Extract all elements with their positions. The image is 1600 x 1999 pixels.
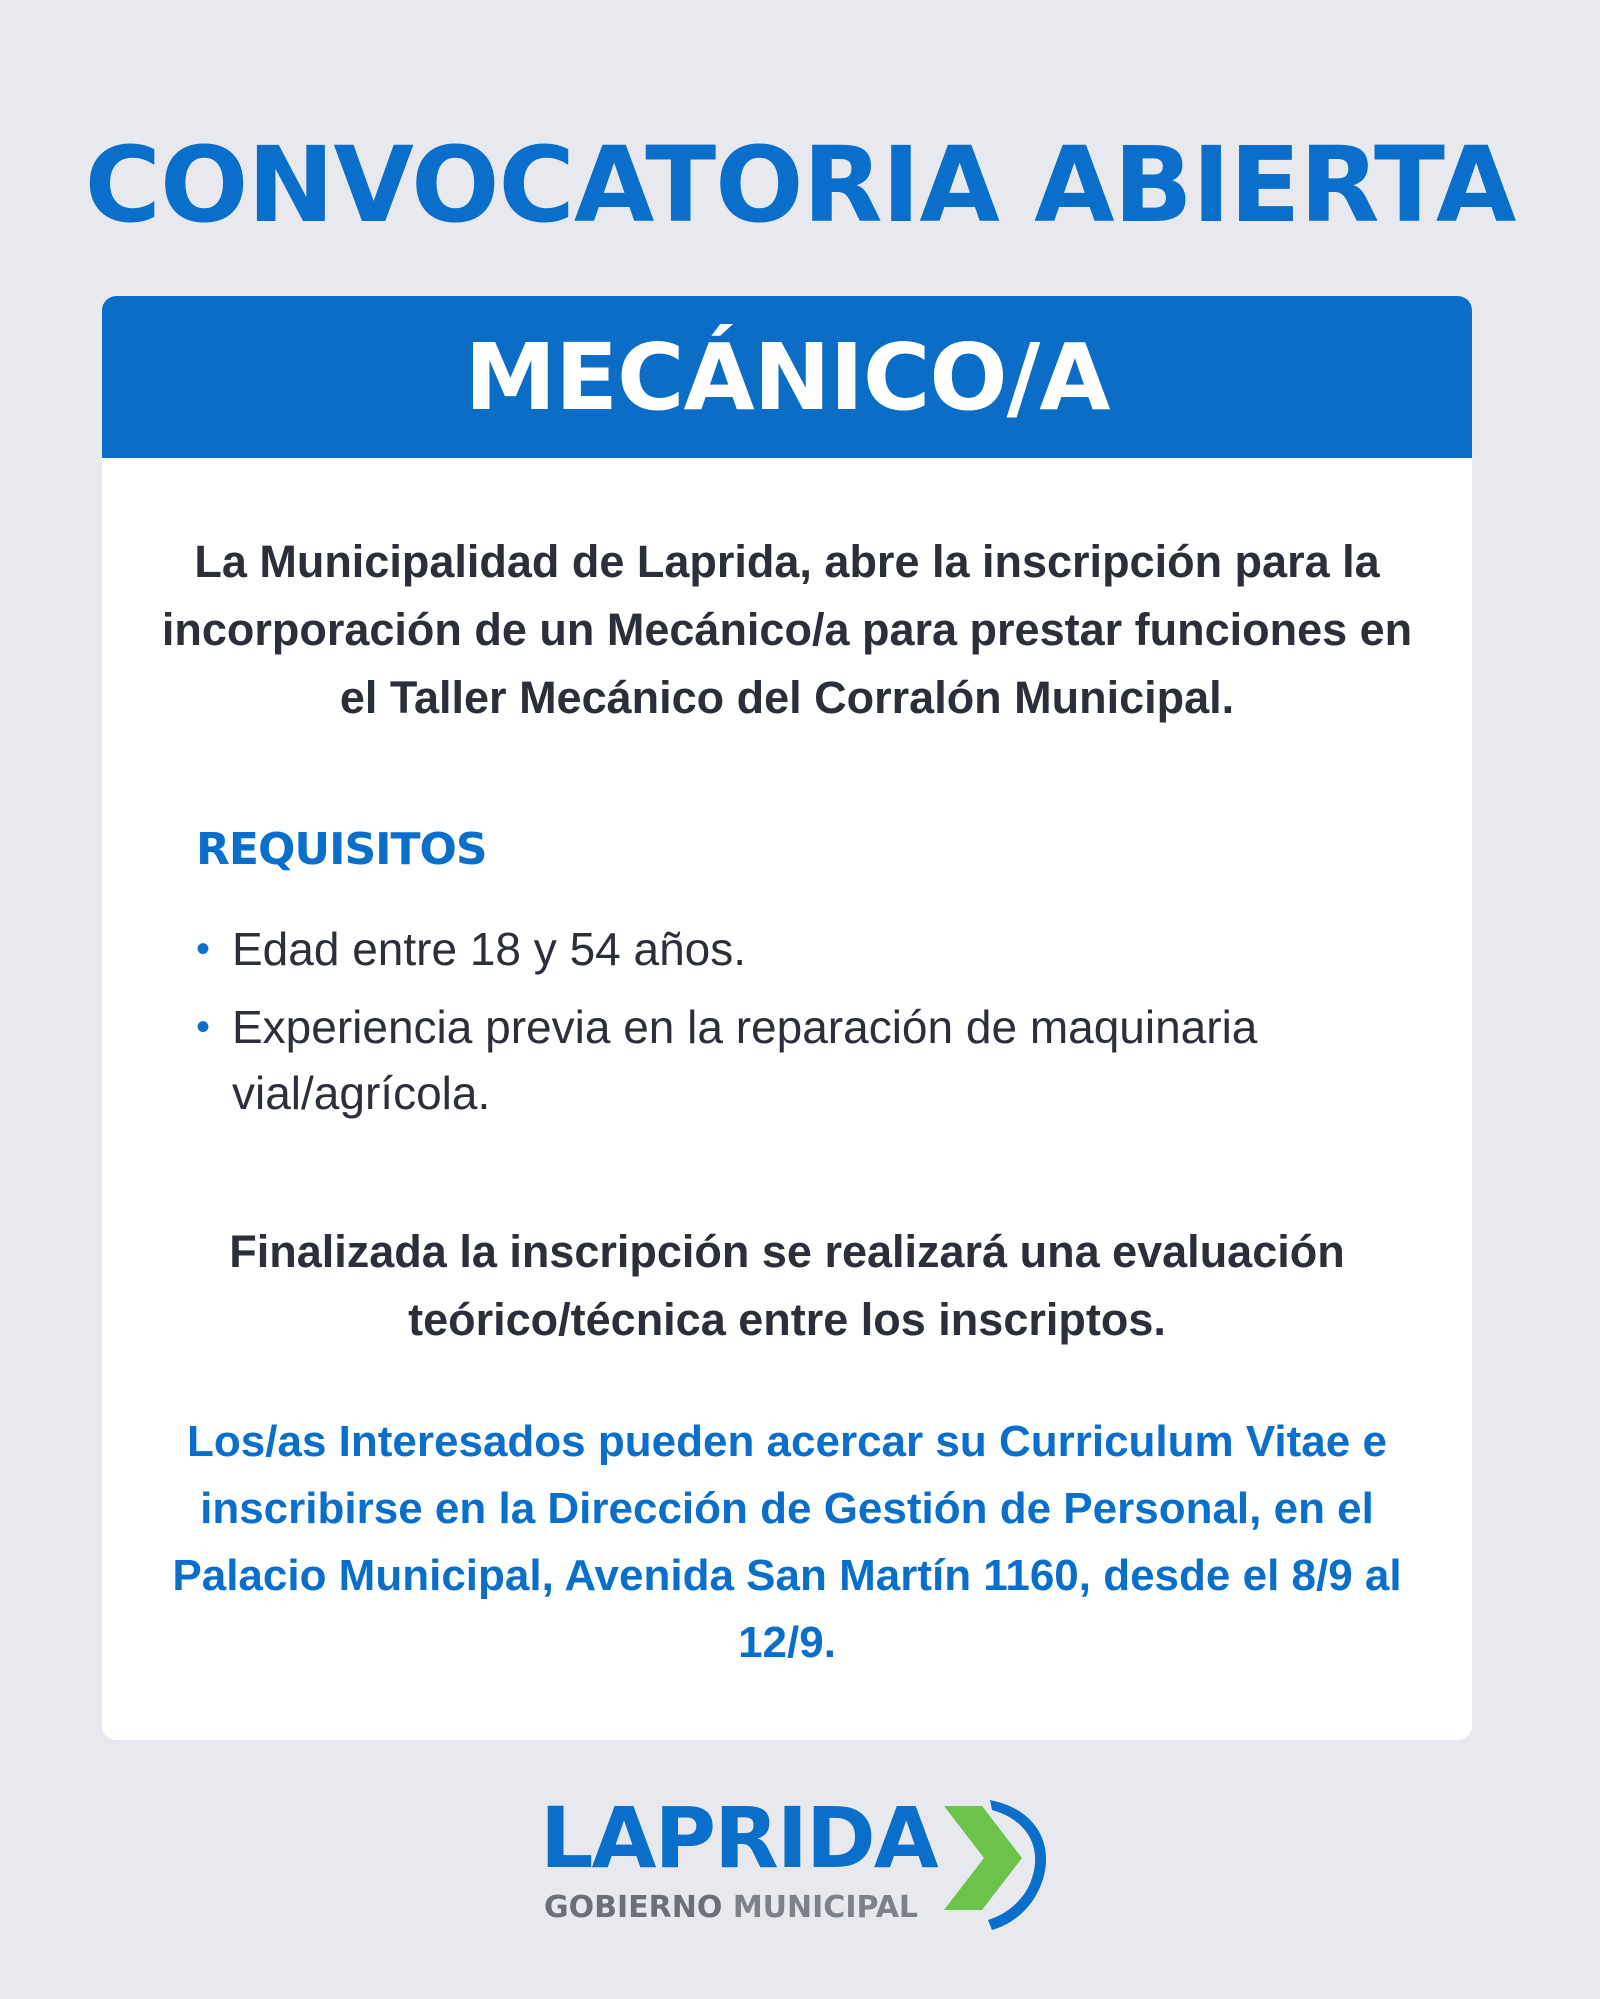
contact-paragraph: Los/as Interesados pueden acercar su Curriculum Vitae e inscribirse en la Dirección de Gestión de Personal, en el Palacio Municipal, Avenida San Martín 1160, desde el 8/9 al 12/9. bbox=[172, 1417, 1402, 1667]
bullet-icon: • bbox=[196, 927, 211, 971]
list-item bbox=[196, 916, 1346, 982]
position-banner bbox=[102, 296, 1472, 458]
requirement-text: Edad entre 18 y 54 años. bbox=[232, 923, 747, 975]
chevron-logo-icon bbox=[930, 1796, 1060, 1936]
logo-name: LAPRIDA bbox=[540, 1789, 937, 1887]
requirements-heading: REQUISITOS bbox=[196, 824, 487, 875]
list-item bbox=[196, 994, 1346, 1126]
logo-subtitle-b: MUNICIPAL bbox=[732, 1890, 919, 1925]
requirement-text: Experiencia previa en la reparación de maquinaria vial/agrícola. bbox=[232, 1001, 1258, 1119]
laprida-logo bbox=[540, 1789, 1080, 1936]
bullet-icon: • bbox=[196, 1005, 211, 1049]
announcement-card bbox=[102, 296, 1472, 1740]
logo-subtitle-a: GOBIERNO bbox=[544, 1890, 723, 1925]
evaluation-paragraph: Finalizada la inscripción se realizará una evaluación teórico/técnica entre los inscriptos. bbox=[229, 1226, 1345, 1345]
requirements-list bbox=[196, 916, 1346, 1138]
logo-subtitle bbox=[544, 1890, 918, 1925]
position-title: MECÁNICO/A bbox=[464, 323, 1110, 431]
page-title: CONVOCATORIA ABIERTA bbox=[84, 124, 1516, 246]
intro-paragraph: La Municipalidad de Laprida, abre la inscripción para la incorporación de un Mecánico/a para prestar funciones en el Taller Mecánico del Corralón Municipal. bbox=[161, 536, 1413, 723]
